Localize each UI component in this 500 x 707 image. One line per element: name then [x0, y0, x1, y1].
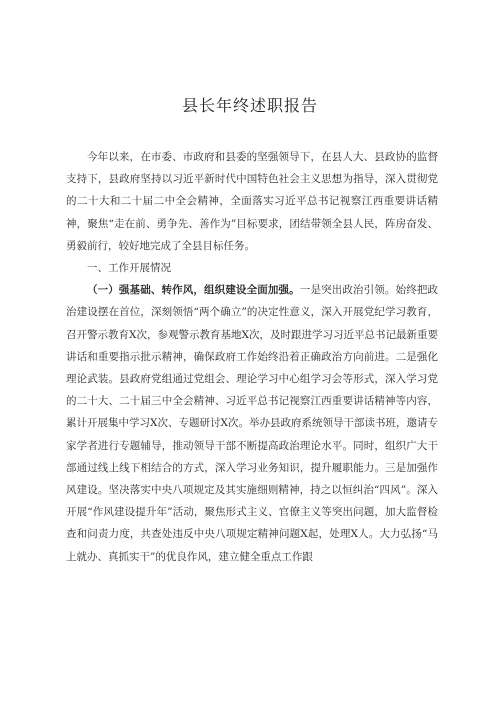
intro-paragraph: 今年以来，在市委、市政府和县委的坚强领导下，在县人大、县政协的监督支持下，县政府坚持以习近平新时代中国特色社会主义思想为指导，深入贯彻党的二十大和二十届二中全会精神，全面落实习近平总书记视察江西重要讲话精神，聚焦“走在前、勇争先、善作为”目标要求，团结带领全县人民，阵房奋发、勇毅前行，较好地完成了全县目标任务。	[66, 151, 438, 252]
subsection-heading: （一）强基础、转作风，组织建设全面加强。	[87, 284, 300, 297]
subsection-body: 一是突出政治引领。始终把政治建设摆在首位，深刻领悟“两个确立”的决定性意义，深入开展党纪学习教育，召开警示教育X次，参观警示教育基地X次，及时跟进学习习近平总书记最新重要讲话和重要指示批示精神，确保政府工作始终沿着正确政治方向前进。二是强化理论武装。县政府党组通过党组会、理论学习中心组学习会等形式，深入学习党的二十大、二十届三中全会精神、习近平总书记视察江西重要讲话精神等内容，累计开展集中学习X次、专题研讨X次。举办县政府系统领导干部读书班，邀请专家学者进行专题辅导，推动领导干部不断提高政治理论水平。同时，组织广大干部通过线上线下相结合的方式，深入学习业务知识，提升履职能力。三是加强作风建设。坚决落实中央八项规定及其实施细则精神，持之以恒纠治“四风”。深入开展“作风建设提升年”活动，聚焦形式主义、官僚主义等突出问题，加大监督检查和问责力度，共查处违反中央八项规定精神问题X起，处理X人。大力弘扬“马上就办、真抓实干”的优良作风，建立健全重点工作跟	[66, 284, 438, 563]
section-heading: 一、工作开展情况	[87, 262, 171, 275]
document-body	[66, 146, 438, 568]
document-title: 县长年终述职报告	[181, 96, 318, 115]
subsection-paragraph	[66, 279, 438, 568]
